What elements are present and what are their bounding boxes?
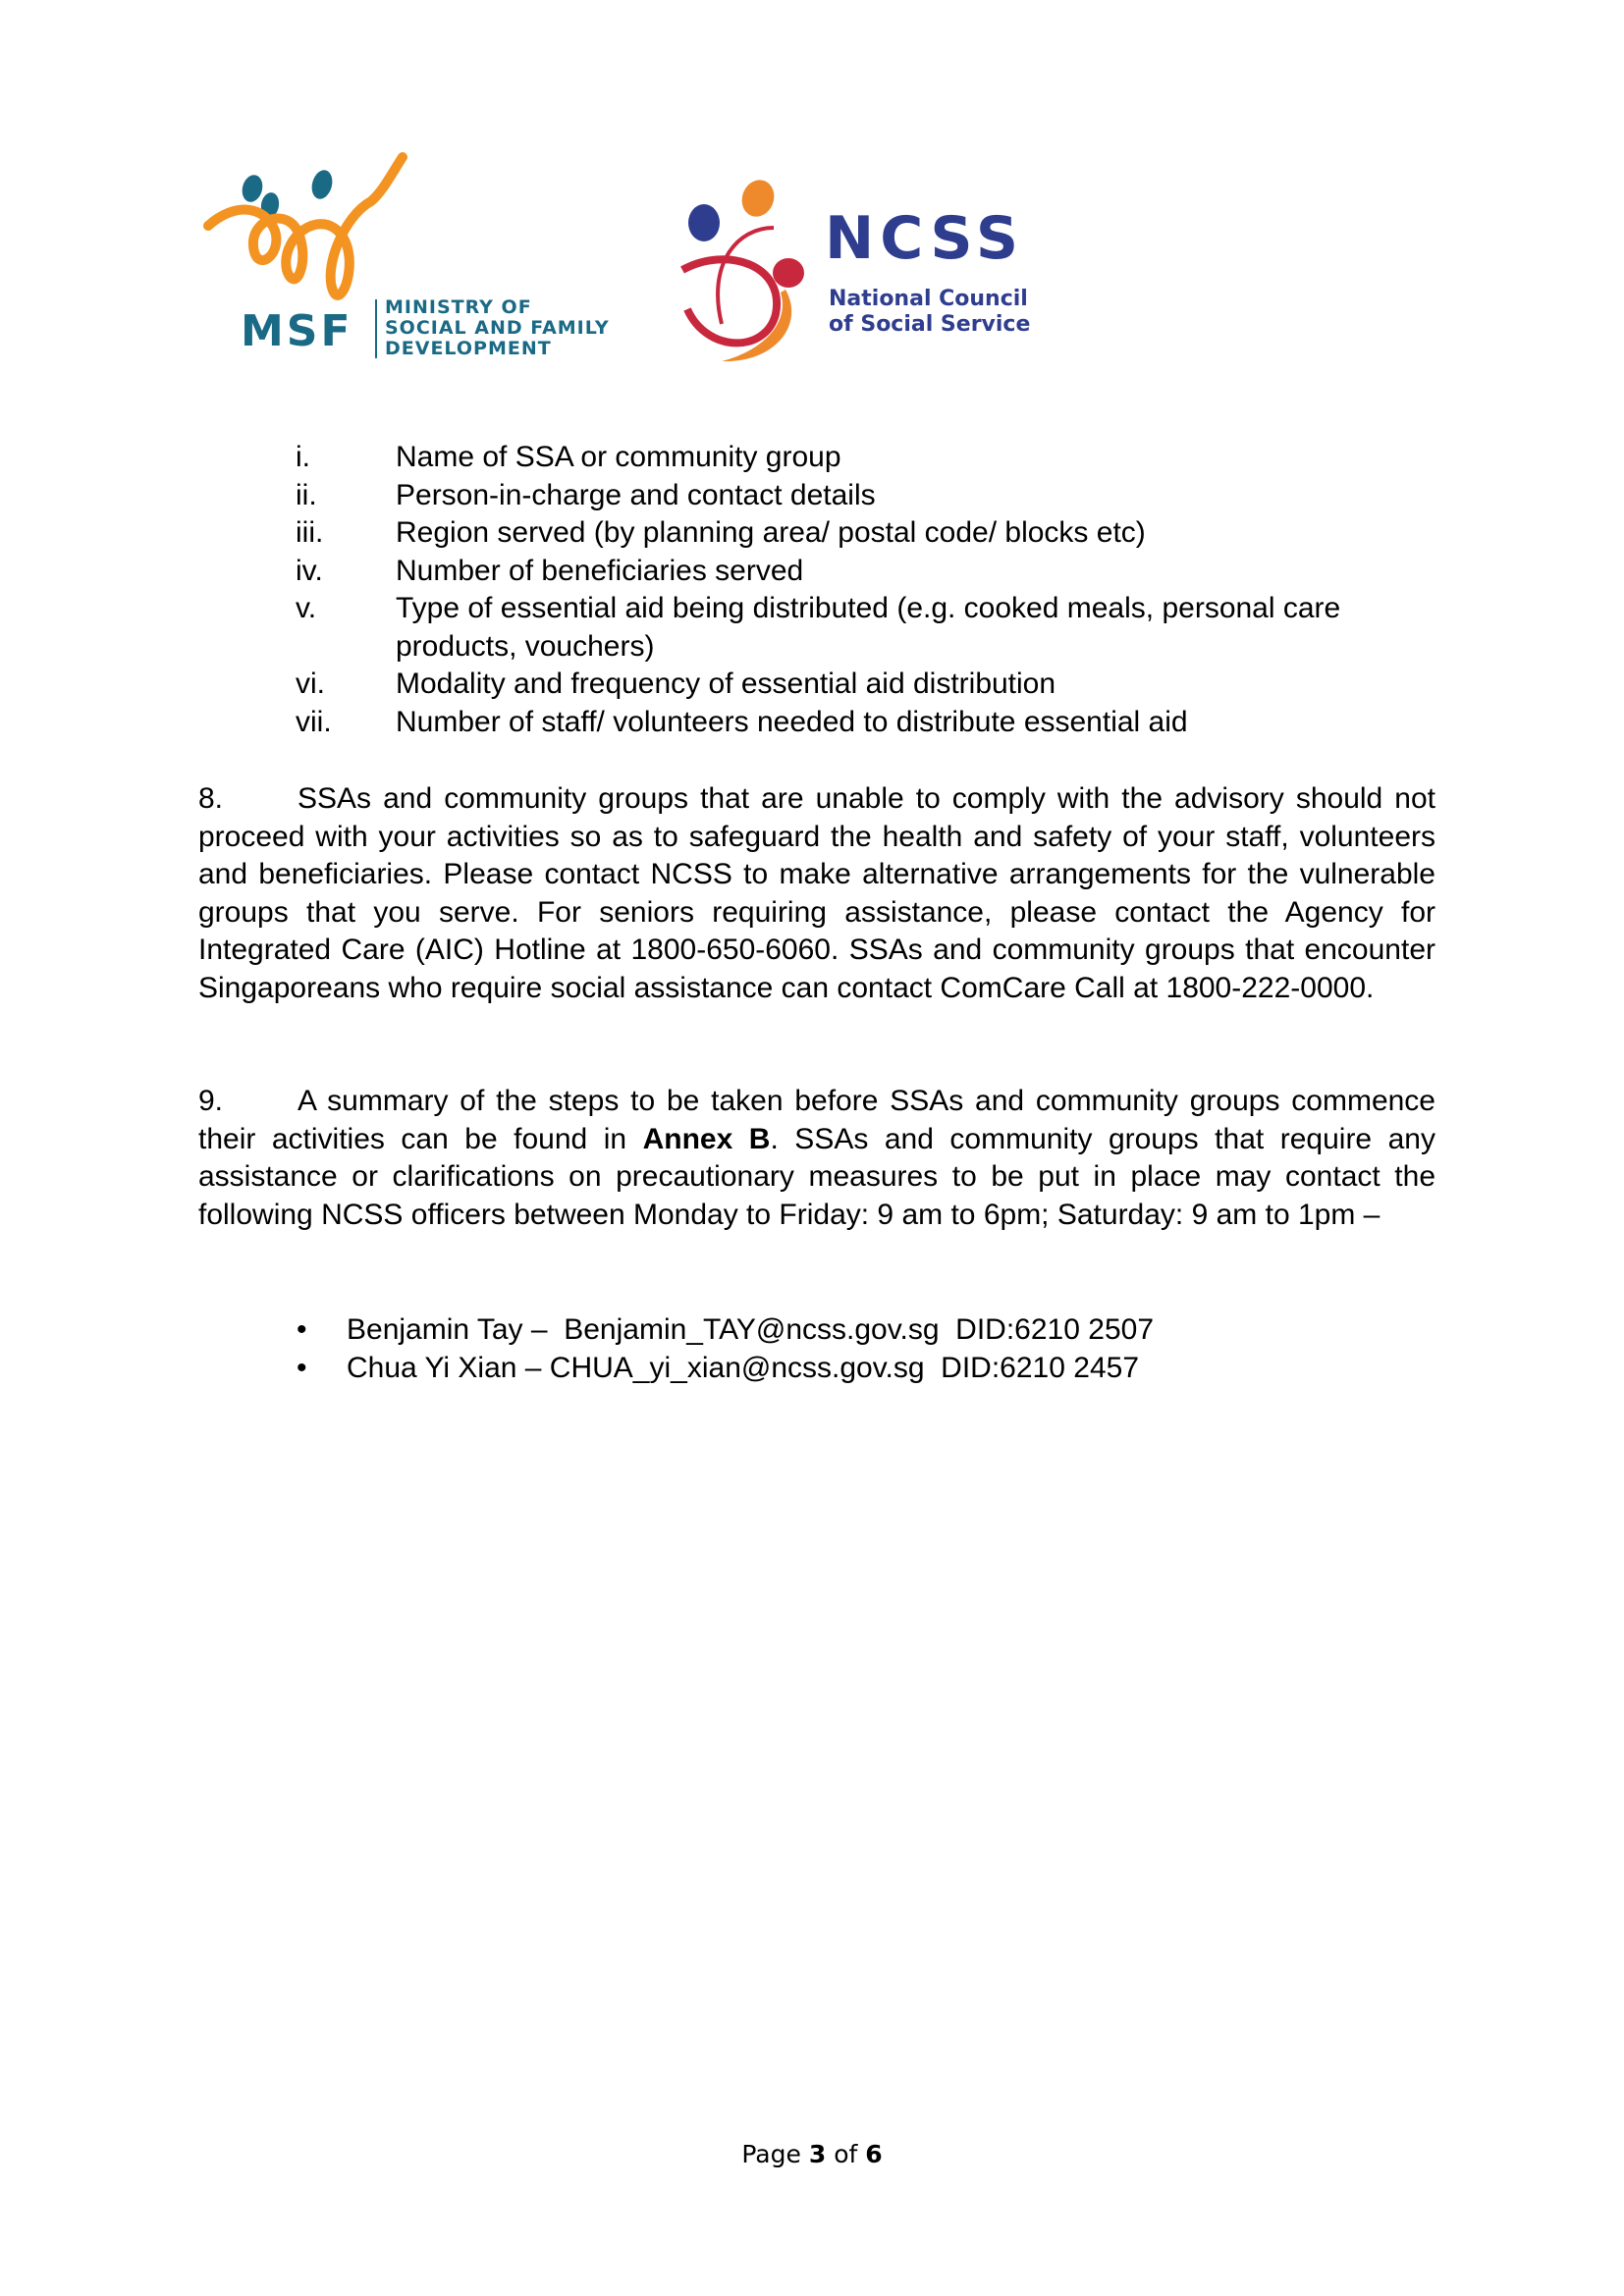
msf-logo <box>196 137 628 363</box>
msf-line1: MINISTRY OF <box>385 296 532 318</box>
contact-text: Benjamin Tay – Benjamin_TAY@ncss.gov.sg DID:6210 2507 <box>347 1313 1154 1346</box>
bullet-icon: • <box>297 1313 307 1346</box>
paragraph-text-continued: . SSAs and community groups that require any assistance or clarifications on precautionary measures to be put in place may contact the following NCSS officers between Monday to Friday: 9 am to 6pm; Saturday: 9 am to 1pm – <box>198 1122 1435 1231</box>
ncss-line2: of Social Service <box>829 312 1031 337</box>
paragraph-text: A summary of the steps to be taken before SSAs and community groups commence their activities can be found in <box>198 1085 1435 1155</box>
msf-line2: SOCIAL AND FAMILY <box>385 317 610 339</box>
list-item <box>198 704 1435 742</box>
list-item-text: Type of essential aid being distributed (e.g. cooked meals, personal care products, vouchers) <box>396 592 1341 663</box>
msf-divider <box>375 299 377 358</box>
list-item <box>198 590 1435 666</box>
list-item-number: v. <box>296 592 317 624</box>
page-footer <box>0 2140 1624 2168</box>
annex-b-reference: Annex B <box>642 1122 771 1155</box>
of-word: of <box>834 2140 858 2168</box>
msf-line3: DEVELOPMENT <box>385 338 552 359</box>
list-item <box>198 553 1435 591</box>
list-item-number: iv. <box>296 554 323 587</box>
paragraph-number: 9. <box>198 1085 224 1117</box>
contact-list <box>198 1311 1435 1387</box>
list-item <box>198 477 1435 515</box>
list-item-text: Number of beneficiaries served <box>396 554 804 587</box>
total-pages: 6 <box>865 2140 883 2168</box>
paragraph-number: 8. <box>198 782 224 815</box>
paragraph-8 <box>198 780 1435 1007</box>
current-page-number: 3 <box>808 2140 827 2168</box>
ncss-people-icon <box>668 167 815 363</box>
list-item-number: ii. <box>296 478 317 511</box>
list-item-text: Person-in-charge and contact details <box>396 478 876 511</box>
list-item-number: i. <box>296 441 310 473</box>
list-item-number: vi. <box>296 667 325 700</box>
ncss-logo <box>668 167 1041 363</box>
list-item-number: vii. <box>296 705 332 738</box>
list-item-text: Number of staff/ volunteers needed to distribute essential aid <box>396 705 1188 738</box>
list-item <box>198 439 1435 477</box>
list-item-number: iii. <box>296 516 324 549</box>
list-item-text: Modality and frequency of essential aid distribution <box>396 667 1056 700</box>
paragraph-9 <box>198 1083 1435 1234</box>
list-item-text: Region served (by planning area/ postal code/ blocks etc) <box>396 516 1146 549</box>
ncss-line1: National Council <box>829 287 1028 311</box>
paragraph-text: SSAs and community groups that are unable to comply with the advisory should not proceed with your activities so as to safeguard the health and safety of your staff, volunteers and beneficiaries. Please contact NCSS to make alternative arrangements for the vulnerable groups that you serve. For seniors requiring assistance, please contact the Agency for Integrated Care (AIC) Hotline at 1800-650-6060. SSAs and community groups that encounter Singaporeans who require social assistance can contact ComCare Call at 1800-222-0000. <box>198 782 1435 1004</box>
page-word: Page <box>741 2140 801 2168</box>
list-item <box>198 514 1435 553</box>
ncss-abbr: NCSS <box>825 204 1025 273</box>
msf-abbr: MSF <box>241 306 353 356</box>
contact-text: Chua Yi Xian – CHUA_yi_xian@ncss.gov.sg DID:6210 2457 <box>347 1351 1139 1384</box>
list-item <box>198 666 1435 704</box>
required-details-list <box>198 439 1435 741</box>
list-item-text: Name of SSA or community group <box>396 441 841 473</box>
contact-item <box>198 1350 1435 1388</box>
bullet-icon: • <box>297 1351 307 1384</box>
contact-item <box>198 1311 1435 1350</box>
